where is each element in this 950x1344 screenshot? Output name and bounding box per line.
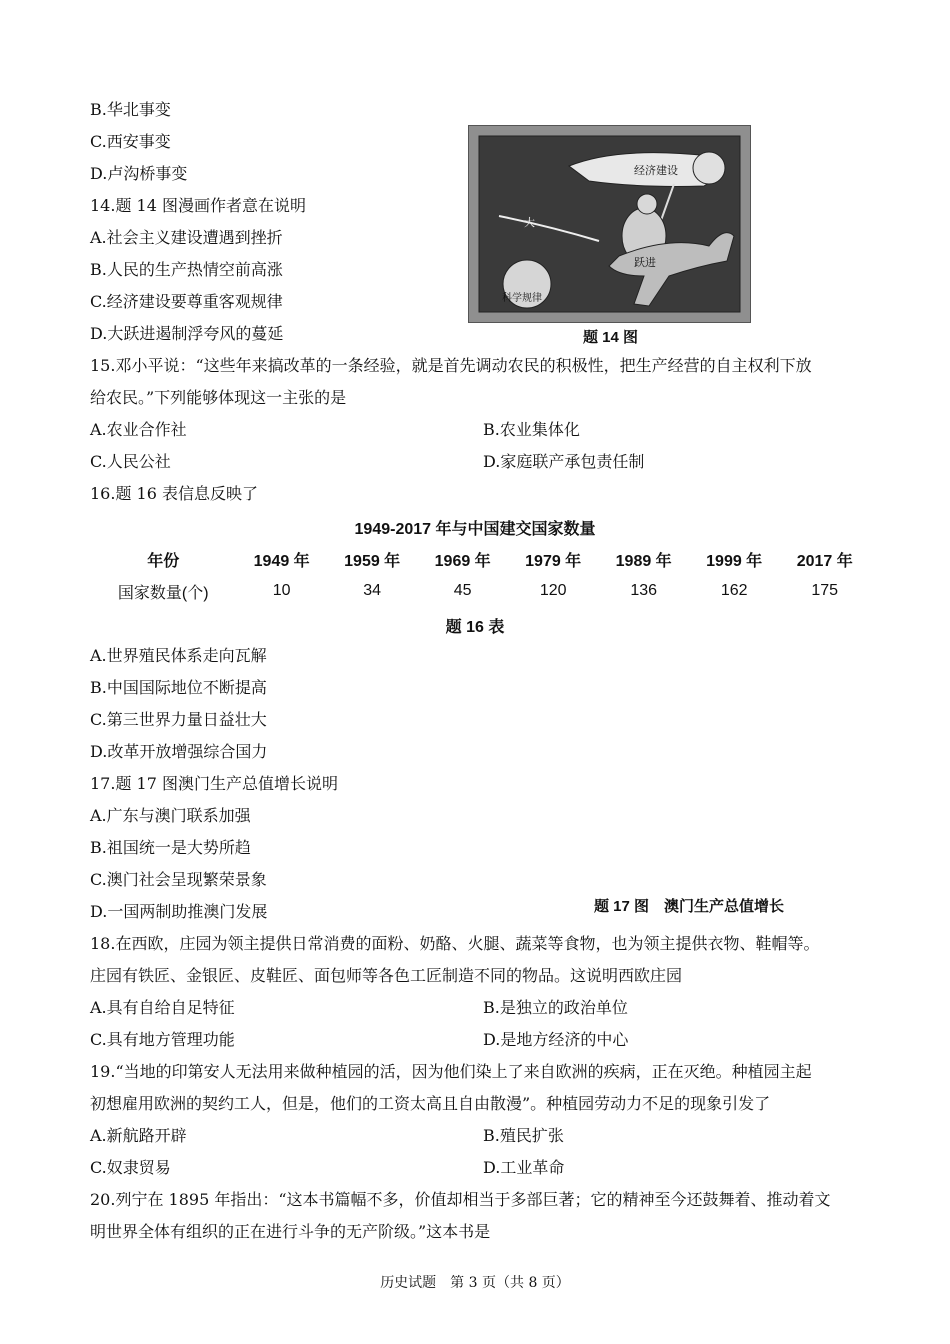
table-count-cell: 10 [272,582,291,599]
q15-option-d: D.家庭联产承包责任制 [483,452,645,471]
table-year-cell: 1979 年 [525,552,582,570]
q16-table-caption: 题 16 表 [445,619,505,636]
q16-table-title: 1949-2017 年与中国建交国家数量 [354,521,596,538]
q18-option-d: D.是地方经济的中心 [483,1030,629,1049]
cartoon-rope-label: 大 [524,216,535,229]
q14-cartoon [468,125,751,323]
q13-option-b: B.华北事变 [90,100,171,119]
cartoon-balloon-label: 经济建设 [634,164,678,177]
page-footer: 历史试题 第 3 页（共 8 页） [380,1275,570,1291]
q18-stem-line1: 18.在西欧，庄园为领主提供日常消费的面粉、奶酪、火腿、蔬菜等食物，也为领主提供衣物、鞋帽等。 [90,934,820,953]
table-year-cell: 2017 年 [796,552,853,570]
q16-table [90,543,870,607]
q17-stem: 17.题 17 图澳门生产总值增长说明 [90,774,338,793]
table-row-label: 国家数量(个) [117,584,209,602]
q15-stem-line1: 15.邓小平说：“这些年来搞改革的一条经验，就是首先调动农民的积极性，把生产经营的自主权利下放 [90,356,812,375]
q17-figure-caption: 题 17 图 澳门生产总值增长 [594,898,785,915]
q18-stem-line2: 庄园有铁匠、金银匠、皮鞋匠、面包师等各色工匠制造不同的物品。这说明西欧庄园 [90,966,683,985]
q17-option-d: D.一国两制助推澳门发展 [90,902,268,921]
q16-stem: 16.题 16 表信息反映了 [90,484,258,503]
table-count-cell: 34 [363,582,382,599]
q14-stem: 14.题 14 图漫画作者意在说明 [90,196,306,215]
q19-stem-line1: 19.“当地的印第安人无法用来做种植园的活，因为他们染上了来自欧洲的疾病，正在灭绝。种植园主起 [90,1062,812,1081]
table-count-cell: 162 [720,582,748,599]
table-header-label: 年份 [147,552,180,570]
q19-option-a: A.新航路开辟 [90,1126,187,1145]
q16-option-d: D.改革开放增强综合国力 [90,742,268,761]
q14-option-a: A.社会主义建设遭遇到挫折 [90,228,283,247]
q19-option-b: B.殖民扩张 [483,1126,564,1145]
q14-option-b: B.人民的生产热情空前高涨 [90,260,283,279]
q14-option-d: D.大跃进遏制浮夸风的蔓延 [90,324,284,343]
table-count-cell: 45 [453,582,472,599]
q15-option-c: C.人民公社 [90,452,171,471]
q14-figure-caption: 题 14 图 [583,329,639,346]
table-year-cell: 1959 年 [344,552,401,570]
q19-option-c: C.奴隶贸易 [90,1158,171,1177]
table-row [90,575,870,607]
q16-option-b: B.中国国际地位不断提高 [90,678,267,697]
table-count-cell: 136 [630,582,658,599]
q17-option-c: C.澳门社会呈现繁荣景象 [90,870,267,889]
q14-option-c: C.经济建设要尊重客观规律 [90,292,283,311]
q15-option-b: B.农业集体化 [483,420,580,439]
q17-option-b: B.祖国统一是大势所趋 [90,838,251,857]
q20-stem-line2: 明世界全体有组织的正在进行斗争的无产阶级。”这本书是 [90,1222,491,1241]
table-header-row [90,543,870,575]
q19-option-d: D.工业革命 [483,1158,565,1177]
q15-stem-line2: 给农民。”下列能够体现这一主张的是 [90,388,347,407]
table-year-cell: 1949 年 [253,552,310,570]
q18-option-a: A.具有自给自足特征 [90,998,235,1017]
q19-stem-line2: 初想雇用欧洲的契约工人，但是，他们的工资太高且自由散漫”。种植园劳动力不足的现象引发了 [90,1094,771,1113]
table-count-cell: 120 [539,582,567,599]
q16-option-a: A.世界殖民体系走向瓦解 [90,646,267,665]
table-year-cell: 1989 年 [615,552,672,570]
q20-stem-line1: 20.列宁在 1895 年指出：“这本书篇幅不多，价值却相当于多部巨著；它的精神至今还鼓舞着、推动着文 [90,1190,831,1209]
q17-option-a: A.广东与澳门联系加强 [90,806,251,825]
q16-option-c: C.第三世界力量日益壮大 [90,710,267,729]
table-count-cell: 175 [811,582,839,599]
q18-option-b: B.是独立的政治单位 [483,998,628,1017]
cartoon-horse-label: 跃进 [634,256,656,269]
table-year-cell: 1969 年 [434,552,491,570]
q14-cartoon-drawing [469,126,750,322]
q13-option-d: D.卢沟桥事变 [90,164,188,183]
q15-option-a: A.农业合作社 [90,420,187,439]
q13-option-c: C.西安事变 [90,132,171,151]
table-year-cell: 1999 年 [706,552,763,570]
cartoon-ball-label: 科学规律 [502,293,542,304]
q18-option-c: C.具有地方管理功能 [90,1030,235,1049]
